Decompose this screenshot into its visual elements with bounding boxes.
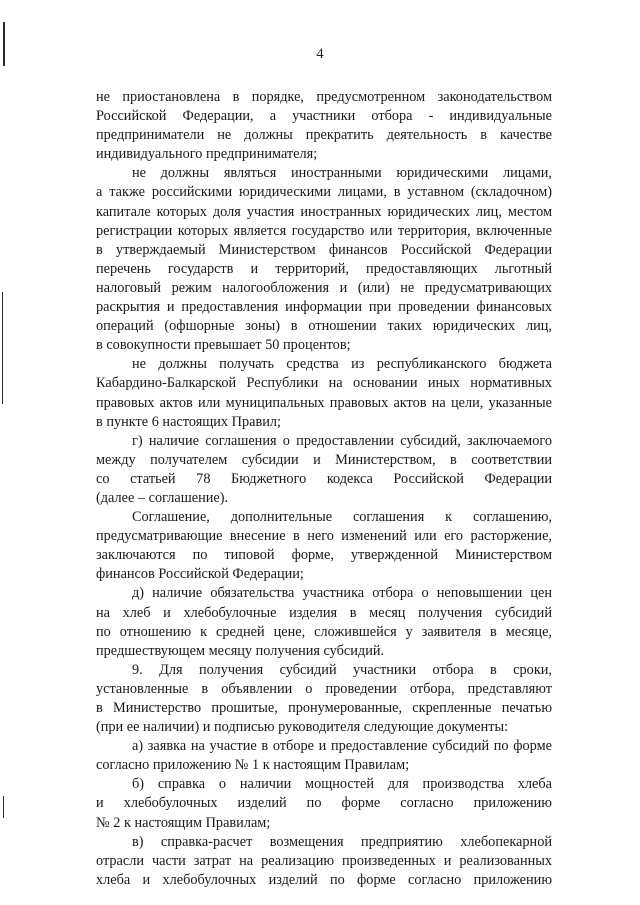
text-line: индивидуального предпринимателя; [96, 146, 318, 163]
text-line: отрасли части затрат на реализацию произведенных и реализованных [96, 852, 552, 869]
text-line: № 2 к настоящим Правилам; [96, 814, 271, 831]
text-line: г) наличие соглашения о предоставлении субсидий, заключаемого [132, 432, 552, 449]
text-line: Кабардино-Балкарской Республики на основании иных нормативных [96, 375, 552, 392]
paragraph [96, 737, 552, 775]
text-line: не должны являться иностранными юридическими лицами, [132, 165, 552, 182]
paragraph [96, 584, 552, 660]
text-line: капитале которых доля участия иностранных юридических лиц, местом [96, 203, 552, 220]
text-line: заключаются по типовой форме, утвержденной Министерством [96, 547, 552, 564]
text-line: (далее – соглашение). [96, 489, 229, 506]
paragraph [96, 508, 552, 584]
text-line: д) наличие обязательства участника отбора о неповышении цен [132, 585, 552, 602]
text-line: правовых актов или муниципальных правовых актов на цели, указанные [96, 394, 552, 411]
text-line: Российской Федерации, а участники отбора - индивидуальные [96, 108, 552, 125]
text-line: раскрытия и предоставления информации при проведении финансовых [96, 299, 552, 316]
paragraph [96, 775, 552, 832]
paragraph [96, 88, 552, 164]
document-body [96, 88, 552, 890]
text-line: налоговый режим налогообложения и (или) не предусматривающих [96, 279, 552, 296]
text-line: установленные в объявлении о проведении отбора, представляют [96, 680, 552, 697]
text-line: в Министерство прошитые, пронумерованные, скрепленные печатью [96, 700, 552, 716]
paragraph [96, 833, 552, 890]
paragraph [96, 164, 552, 355]
text-line: б) справка о наличии мощностей для производства хлеба [132, 776, 552, 793]
text-line: а также российскими юридическими лицами, в уставном (складочном) [96, 184, 552, 201]
text-line: в утверждаемый Министерством финансов Российской Федерации [96, 241, 552, 258]
text-line: 9. Для получения субсидий участники отбора в сроки, [132, 661, 552, 678]
text-line: на хлеб и хлебобулочные изделия в месяц получения субсидий [96, 604, 552, 621]
text-line: не должны получать средства из республиканского бюджета [132, 356, 552, 373]
text-line: не приостановлена в порядке, предусмотренном законодательством [96, 89, 552, 105]
text-line: в пункте 6 настоящих Правил; [96, 413, 281, 430]
paragraph [96, 432, 552, 508]
text-line: регистрации которых является государство или территория, включенные [96, 222, 552, 239]
text-line: предусматривающие внесение в него изменений или его расторжение, [96, 528, 552, 545]
text-line: перечень государств и территорий, предоставляющих льготный [96, 260, 552, 277]
text-line: по отношению к средней цене, сложившейся у заявителя в месяце, [96, 623, 552, 640]
text-line: предшествующем месяцу получения субсидий. [96, 642, 385, 659]
page-number: 4 [316, 46, 324, 62]
text-line: согласно приложению № 1 к настоящим Правилам; [96, 757, 410, 774]
scan-edge-mark-middle [2, 292, 3, 404]
paragraph [96, 355, 552, 431]
text-line: операций (офшорные зоны) в отношении таких юридических лиц, [96, 318, 552, 335]
text-line: предприниматели не должны прекратить деятельность в качестве [96, 127, 552, 144]
text-line: между получателем субсидии и Министерством, в соответствии [96, 451, 552, 468]
text-line: в) справка-расчет возмещения предприятию хлебопекарной [132, 833, 552, 850]
text-line: хлеба и хлебобулочных изделий по форме согласно приложению [96, 871, 552, 888]
text-line: а) заявка на участие в отборе и предоставление субсидий по форме [132, 738, 552, 755]
text-line: (при ее наличии) и подписью руководителя следующие документы: [96, 719, 509, 736]
scan-edge-mark-bottom [3, 796, 4, 818]
paragraph [96, 661, 552, 737]
text-line: финансов Российской Федерации; [96, 566, 304, 583]
text-line: со статьей 78 Бюджетного кодекса Российской Федерации [96, 470, 552, 487]
text-line: в совокупности превышает 50 процентов; [96, 337, 351, 354]
text-line: Соглашение, дополнительные соглашения к соглашению, [132, 509, 552, 526]
text-line: и хлебобулочных изделий по форме согласно приложению [96, 795, 552, 812]
